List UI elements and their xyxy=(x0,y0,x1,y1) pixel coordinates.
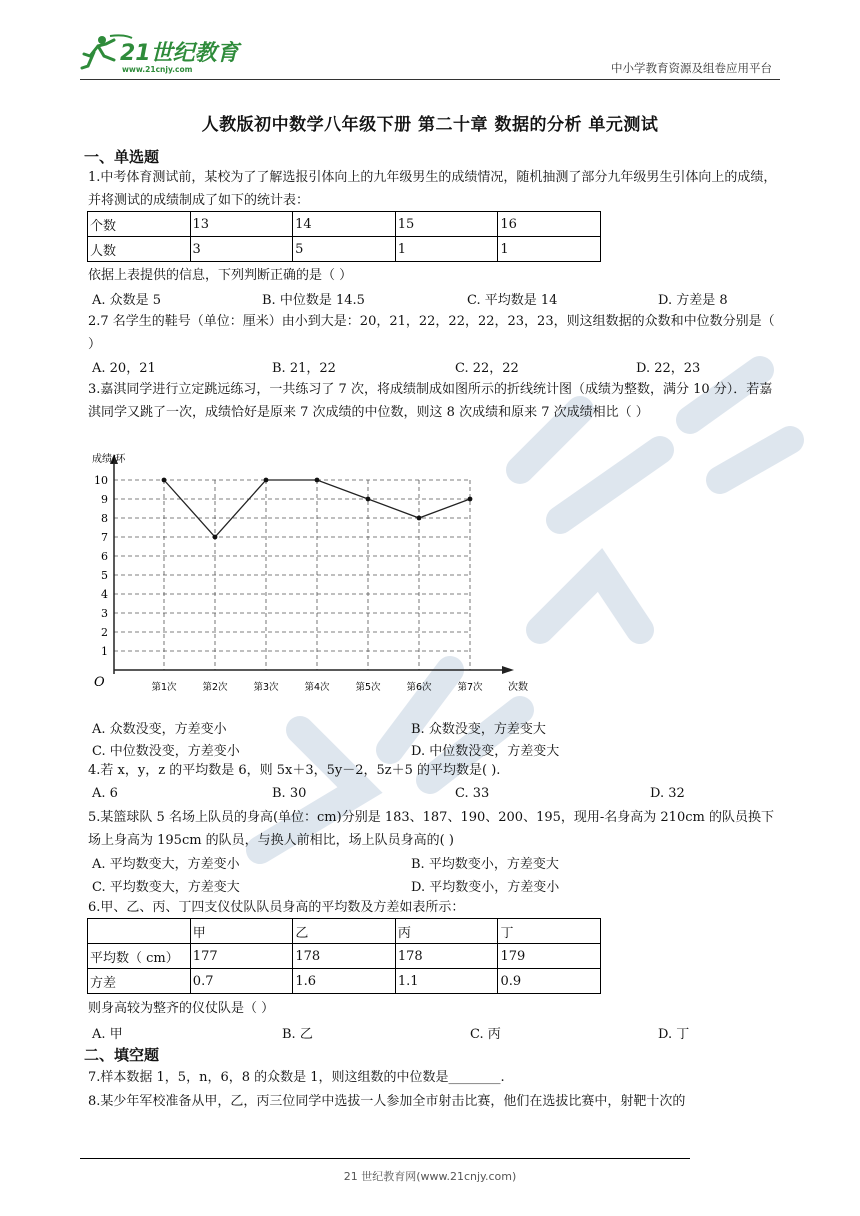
table-cell: 方差 xyxy=(88,969,191,994)
y-tick-label: 10 xyxy=(94,474,108,487)
data-point xyxy=(213,535,218,540)
x-tick-label: 第7次 xyxy=(457,682,483,693)
x-tick-label: 第6次 xyxy=(406,682,432,693)
q6-option-b[interactable]: B. 乙 xyxy=(282,1027,313,1042)
table-cell: 1 xyxy=(498,237,601,262)
table-row xyxy=(88,919,601,944)
x-axis-arrow xyxy=(502,666,514,674)
table-cell: 1.1 xyxy=(395,969,498,994)
data-point xyxy=(264,478,269,483)
table-cell: 5 xyxy=(293,237,396,262)
q4-option-b[interactable]: B. 30 xyxy=(272,786,307,801)
chart-y-ticks xyxy=(94,474,108,658)
table-cell: 178 xyxy=(293,944,396,969)
q1-option-d[interactable]: D. 方差是 8 xyxy=(658,293,728,308)
q5-option-c[interactable]: C. 平均数变大，方差变大 xyxy=(92,880,240,895)
table-row xyxy=(88,212,601,237)
logo-url: www.21cnjy.com xyxy=(122,65,193,74)
question-6-prompt: 则身高较为整齐的仪仗队是（ ） xyxy=(88,1001,275,1016)
logo-text: 21世纪教育 xyxy=(120,41,239,66)
section-heading-fill-blank: 二、填空题 xyxy=(84,1046,160,1064)
table-cell: 平均数（ cm） xyxy=(88,944,191,969)
chart-y-label: 成绩/环 xyxy=(92,454,126,465)
table-cell: 甲 xyxy=(190,919,293,944)
exam-title: 人教版初中数学八年级下册 第二十章 数据的分析 单元测试 xyxy=(201,115,659,135)
q5-option-a[interactable]: A. 平均数变大，方差变小 xyxy=(92,857,240,872)
chart-origin-label: O xyxy=(94,675,105,690)
q2-option-a[interactable]: A. 20，21 xyxy=(92,361,156,376)
table-row xyxy=(88,969,601,994)
table-cell: 乙 xyxy=(293,919,396,944)
q1-option-c[interactable]: C. 平均数是 14 xyxy=(467,293,558,308)
question-8-stem: 8.某少年军校准备从甲，乙，丙三位同学中选拔一人参加全市射击比赛，他们在选拔比赛中，射靶十次的 xyxy=(88,1094,686,1109)
table-cell: 179 xyxy=(498,944,601,969)
table-cell xyxy=(88,919,191,944)
q4-option-a[interactable]: A. 6 xyxy=(92,786,118,801)
table-cell: 丙 xyxy=(395,919,498,944)
data-point xyxy=(162,478,167,483)
question-1-table xyxy=(87,211,601,262)
y-tick-label: 8 xyxy=(101,512,108,525)
question-3-stem: 3.嘉淇同学进行立定跳远练习，一共练习了 7 次，将成绩制成如图所示的折线统计图（成绩为整数，满分 10 分）．若嘉淇同学又跳了一次，成绩恰好是原来 7 次成绩的中位数，则这 8 次成绩和原来 7 次成绩相比（ ） xyxy=(88,382,773,420)
x-tick-label: 第3次 xyxy=(253,682,279,693)
table-cell: 14 xyxy=(293,212,396,237)
q5-option-d[interactable]: D. 平均数变小，方差变小 xyxy=(411,880,560,895)
question-1-stem: 1.中考体育测试前，某校为了了解选报引体向上的九年级男生的成绩情况，随机抽测了部分九年级男生引体向上的成绩，并将测试的成绩制成了如下的统计表： xyxy=(88,170,777,208)
question-2-stem: 2.7 名学生的鞋号（单位：厘米）由小到大是：20，21，22，22，22，23，23，则这组数据的众数和中位数分别是（ ） xyxy=(88,314,775,352)
table-cell: 13 xyxy=(190,212,293,237)
data-point xyxy=(366,497,371,502)
q2-option-c[interactable]: C. 22，22 xyxy=(455,361,519,376)
table-row xyxy=(88,944,601,969)
table-cell: 178 xyxy=(395,944,498,969)
table-cell: 3 xyxy=(190,237,293,262)
question-4-stem: 4.若 x，y，z 的平均数是 6，则 5x＋3，5y－2，5z＋5 的平均数是( ). xyxy=(88,763,501,778)
table-cell: 丁 xyxy=(498,919,601,944)
q2-option-b[interactable]: B. 21，22 xyxy=(272,361,336,376)
footer-divider xyxy=(80,1158,690,1159)
x-tick-label: 第2次 xyxy=(202,682,228,693)
table-cell: 177 xyxy=(190,944,293,969)
site-logo[interactable] xyxy=(80,30,255,80)
y-tick-label: 1 xyxy=(101,645,108,658)
y-tick-label: 7 xyxy=(101,531,108,544)
header-tagline: 中小学教育资源及组卷应用平台 xyxy=(611,61,772,75)
y-tick-label: 9 xyxy=(101,493,108,506)
y-tick-label: 4 xyxy=(101,588,108,601)
q2-option-d[interactable]: D. 22，23 xyxy=(636,361,701,376)
data-point xyxy=(417,516,422,521)
x-tick-label: 第4次 xyxy=(304,682,330,693)
table-row xyxy=(88,237,601,262)
q6-option-a[interactable]: A. 甲 xyxy=(92,1027,123,1042)
y-tick-label: 6 xyxy=(101,550,108,563)
section-heading-single-choice: 一、单选题 xyxy=(84,148,160,166)
question-6-stem: 6.甲、乙、丙、丁四支仪仗队队员身高的平均数及方差如表所示： xyxy=(88,900,465,915)
data-point xyxy=(468,497,473,502)
question-7-stem: 7.样本数据 1，5，n，6，8 的众数是 1，则这组数的中位数是________. xyxy=(88,1070,505,1085)
q1-option-b[interactable]: B. 中位数是 14.5 xyxy=(262,293,365,308)
table-cell: 人数 xyxy=(88,237,191,262)
q4-option-d[interactable]: D. 32 xyxy=(650,786,685,801)
q5-option-b[interactable]: B. 平均数变小，方差变大 xyxy=(411,857,559,872)
q1-option-a[interactable]: A. 众数是 5 xyxy=(92,293,162,308)
table-cell: 15 xyxy=(395,212,498,237)
table-cell: 16 xyxy=(498,212,601,237)
score-line-chart xyxy=(88,448,538,698)
q4-option-c[interactable]: C. 33 xyxy=(455,786,490,801)
y-tick-label: 3 xyxy=(101,607,108,620)
question-5-stem: 5.某篮球队 5 名场上队员的身高(单位：cm)分别是 183、187、190、200、195，现用-名身高为 210cm 的队员换下场上身高为 195cm 的队员，与换人前相比，场上队员身高的( ) xyxy=(88,810,774,848)
table-cell: 0.9 xyxy=(498,969,601,994)
q3-option-c[interactable]: C. 中位数没变，方差变小 xyxy=(92,744,240,759)
x-tick-label: 第5次 xyxy=(355,682,381,693)
data-point xyxy=(315,478,320,483)
chart-grid xyxy=(114,480,470,670)
header-divider xyxy=(80,79,780,80)
q3-option-d[interactable]: D. 中位数没变，方差变大 xyxy=(411,744,560,759)
runner-logo-icon xyxy=(80,30,255,80)
q6-option-c[interactable]: C. 丙 xyxy=(470,1027,501,1042)
chart-x-label: 次数 xyxy=(508,682,528,693)
table-cell: 1 xyxy=(395,237,498,262)
table-cell: 0.7 xyxy=(190,969,293,994)
x-tick-label: 第1次 xyxy=(151,682,177,693)
y-tick-label: 5 xyxy=(101,569,108,582)
y-tick-label: 2 xyxy=(101,626,108,639)
q3-option-a[interactable]: A. 众数没变，方差变小 xyxy=(92,722,227,737)
question-1-prompt: 依据上表提供的信息，下列判断正确的是（ ） xyxy=(88,268,353,283)
question-6-table xyxy=(87,918,601,994)
chart-x-ticks xyxy=(151,681,483,693)
footer-text[interactable]: 21 世纪教育网(www.21cnjy.com) xyxy=(343,1170,517,1183)
table-cell: 个数 xyxy=(88,212,191,237)
table-cell: 1.6 xyxy=(293,969,396,994)
q6-option-d[interactable]: D. 丁 xyxy=(658,1027,690,1042)
q3-option-b[interactable]: B. 众数没变，方差变大 xyxy=(411,722,546,737)
